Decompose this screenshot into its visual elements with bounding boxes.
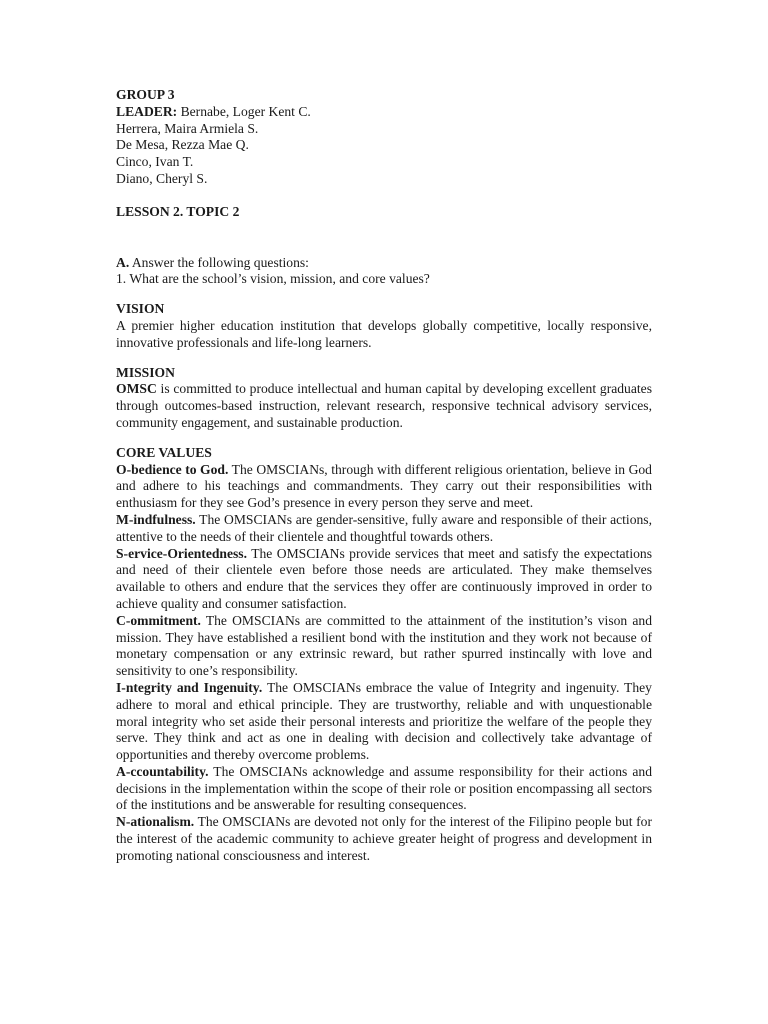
core-value-integrity bbox=[116, 680, 652, 764]
core-value-text: The OMSCIANs are gender-sensitive, fully aware and responsible of their actions, attentive to the needs of their clientele and thoughtful towards others. bbox=[116, 511, 652, 544]
document-page bbox=[116, 87, 652, 865]
core-value-term: N-ationalism. bbox=[116, 814, 195, 830]
lesson-title: LESSON 2. TOPIC 2 bbox=[116, 203, 240, 219]
group-member: Cinco, Ivan T. bbox=[116, 154, 194, 170]
core-value-term: S-ervice-Orientedness. bbox=[116, 545, 247, 561]
mission-heading: MISSION bbox=[116, 364, 175, 380]
vision-heading: VISION bbox=[116, 301, 165, 317]
group-title: GROUP 3 bbox=[116, 87, 175, 102]
core-value-obedience bbox=[116, 462, 652, 512]
group-leader-line bbox=[116, 104, 652, 121]
core-values-heading: CORE VALUES bbox=[116, 444, 212, 460]
mission-lead: OMSC bbox=[116, 381, 157, 397]
core-value-text: The OMSCIANs are committed to the attainment of the institution’s vison and mission. They have established a resilient bond with the institution and they work not because of monetary compensation or any extrinsic reward, but rather spurred instincally with love and sensitivity to one’s responsibility. bbox=[116, 612, 652, 679]
instruction-line bbox=[116, 255, 652, 272]
core-value-mindfulness bbox=[116, 512, 652, 546]
group-member: Herrera, Maira Armiela S. bbox=[116, 120, 259, 136]
core-value-nationalism bbox=[116, 814, 652, 864]
core-value-text: The OMSCIANs embrace the value of Integrity and ingenuity. They adhere to moral and ethical principle. They are trustworthy, reliable and with unquestionable moral integrity who set aside their personal interests and prioritize the welfare of the people they serve. They think and act as one in dealing with decision and collectively take advantage of opportunities and thereby overcome problems. bbox=[116, 679, 652, 763]
vision-section bbox=[116, 301, 652, 351]
core-value-term: I-ntegrity and Ingenuity. bbox=[116, 679, 263, 695]
core-value-term: M-indfulness. bbox=[116, 511, 196, 527]
core-value-term: A-ccountability. bbox=[116, 763, 209, 779]
core-value-text: The OMSCIANs are devoted not only for the interest of the Filipino people but for the interest of the academic community to achieve greater height of progress and development in promoting national consciousness and interest. bbox=[116, 814, 652, 863]
core-value-commitment bbox=[116, 613, 652, 680]
mission-section bbox=[116, 365, 652, 432]
mission-text bbox=[116, 381, 652, 431]
question-text: 1. What are the school’s vision, mission, and core values? bbox=[116, 271, 430, 287]
core-value-term: C-ommitment. bbox=[116, 612, 201, 628]
instruction-block bbox=[116, 255, 652, 289]
core-value-text: The OMSCIANs acknowledge and assume responsibility for their actions and decisions in the implementation within the scope of their role or position encompassing all sectors of the institutions and be answerable for resulting consequences. bbox=[116, 763, 652, 813]
group-member: Diano, Cheryl S. bbox=[116, 170, 208, 186]
core-value-accountability bbox=[116, 764, 652, 814]
core-values-section bbox=[116, 445, 652, 865]
instruction-label: A. bbox=[116, 254, 130, 270]
instruction-text: Answer the following questions: bbox=[129, 254, 309, 270]
group-block bbox=[116, 87, 652, 188]
group-member: De Mesa, Rezza Mae Q. bbox=[116, 137, 249, 153]
leader-name: Bernabe, Loger Kent C. bbox=[177, 103, 311, 119]
mission-body: is committed to produce intellectual and human capital by developing excellent graduates through outcomes-based instruction, relevant research, responsive technical advisory services, community engagement, and sustainable production. bbox=[116, 381, 652, 430]
core-value-service bbox=[116, 546, 652, 613]
core-value-text: The OMSCIANs provide services that meet and satisfy the expectations and need of their clientele even before those needs are articulated. They make themselves available to others and endure that the services they offer are continuously improved in order to achieve quality and consumer satisfaction. bbox=[116, 545, 652, 611]
core-value-text: The OMSCIANs, through with different religious orientation, believe in God and adhere to his teachings and commandments. They carry out their responsibilities with enthusiasm for they see God’s presence in every person they serve and meet. bbox=[116, 461, 652, 511]
vision-text: A premier higher education institution that develops globally competitive, locally responsive, innovative professionals and life-long learners. bbox=[116, 317, 652, 350]
core-value-term: O-bedience to God. bbox=[116, 461, 229, 477]
leader-label: LEADER: bbox=[116, 103, 178, 119]
